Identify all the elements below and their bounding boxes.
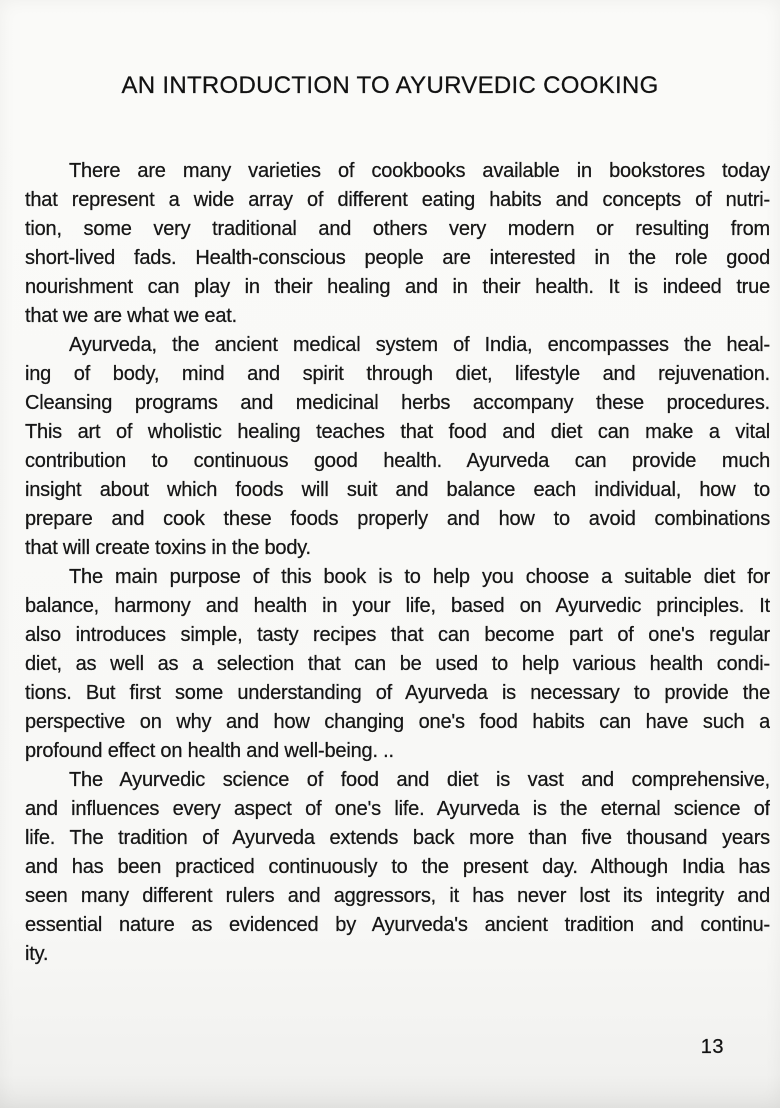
text-line: and has been practiced continuously to the present day. Although India has <box>25 856 770 878</box>
text-line: Cleansing programs and medicinal herbs accompany these procedures. <box>25 392 770 414</box>
text-line: that will create toxins in the body. <box>25 537 311 559</box>
paragraph <box>25 563 770 766</box>
text-line: balance, harmony and health in your life, based on Ayurvedic principles. It <box>25 595 770 617</box>
paragraph <box>25 157 770 331</box>
text-line: life. The tradition of Ayurveda extends back more than five thousand years <box>25 827 770 849</box>
text-line: tion, some very traditional and others very modern or resulting from <box>25 218 770 240</box>
text-line: short-lived fads. Health-conscious people are interested in the role good <box>25 247 770 269</box>
text-line: Ayurveda, the ancient medical system of India, encompasses the heal- <box>69 334 770 356</box>
text-line: seen many different rulers and aggressors, it has never lost its integrity and <box>25 885 770 907</box>
text-line: This art of wholistic healing teaches that food and diet can make a vital <box>25 421 770 443</box>
text-line: insight about which foods will suit and balance each individual, how to <box>25 479 770 501</box>
text-line: The main purpose of this book is to help you choose a suitable diet for <box>69 566 770 588</box>
paragraph <box>25 766 770 969</box>
text-line: The Ayurvedic science of food and diet is vast and comprehensive, <box>69 769 770 791</box>
text-line: profound effect on health and well-being. .. <box>25 740 394 762</box>
text-line: nourishment can play in their healing and in their health. It is indeed true <box>25 276 770 298</box>
page-number: 13 <box>700 1036 724 1058</box>
body-text <box>25 157 770 969</box>
paragraph <box>25 331 770 563</box>
page-title: AN INTRODUCTION TO AYURVEDIC COOKING <box>121 72 659 99</box>
text-line: prepare and cook these foods properly and how to avoid combinations <box>25 508 770 530</box>
text-line: that represent a wide array of different eating habits and concepts of nutri- <box>25 189 770 211</box>
text-line: that we are what we eat. <box>25 305 237 327</box>
text-line: perspective on why and how changing one's food habits can have such a <box>25 711 770 733</box>
text-line: also introduces simple, tasty recipes that can become part of one's regular <box>25 624 770 646</box>
text-line: ing of body, mind and spirit through diet, lifestyle and rejuvenation. <box>25 363 770 385</box>
text-line: tions. But first some understanding of Ayurveda is necessary to provide the <box>25 682 770 704</box>
text-line: There are many varieties of cookbooks available in bookstores today <box>69 160 770 182</box>
text-line: diet, as well as a selection that can be used to help various health condi- <box>25 653 770 675</box>
text-line: ity. <box>25 943 49 965</box>
text-line: and influences every aspect of one's life. Ayurveda is the eternal science of <box>25 798 770 820</box>
text-line: contribution to continuous good health. Ayurveda can provide much <box>25 450 770 472</box>
text-line: essential nature as evidenced by Ayurveda's ancient tradition and continu- <box>25 914 770 936</box>
